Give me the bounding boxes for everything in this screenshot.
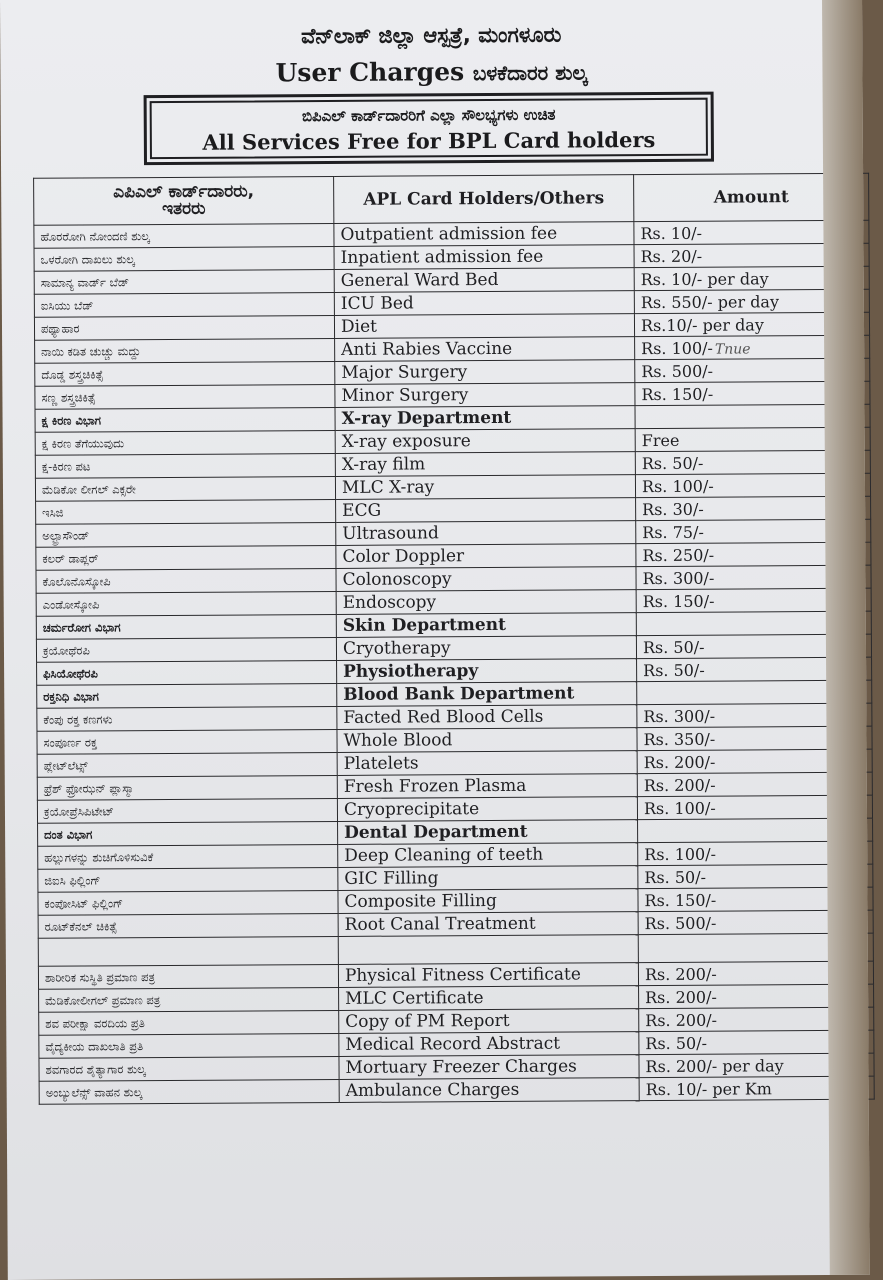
row-kannada: ಅಲ್ಟ್ರಾಸೌಂಡ್: [36, 522, 336, 547]
row-english: Cryotherapy: [336, 636, 636, 661]
row-english: [338, 935, 638, 965]
row-english: Root Canal Treatment: [338, 912, 638, 937]
row-kannada: ಕ್ರಯೋಥೆರಪಿ: [36, 637, 336, 662]
row-english: X-ray Department: [335, 406, 635, 431]
row-english: Colonoscopy: [336, 567, 636, 592]
row-kannada: ಹಲ್ಲುಗಳನ್ನು ಶುಚಿಗೊಳಿಸುವಿಕೆ: [38, 844, 338, 869]
row-kannada: ವೈದ್ಯಕೀಯ ದಾಖಲಾತಿ ಪ್ರತಿ: [39, 1033, 339, 1058]
row-kannada: ಶವ ಪರೀಕ್ಷಾ ವರದಿಯ ಪ್ರತಿ: [39, 1010, 339, 1035]
bpl-banner-english: All Services Free for BPL Card holders: [202, 126, 656, 155]
row-english: Ambulance Charges: [339, 1078, 639, 1103]
title-english: User Charges: [275, 57, 465, 88]
row-amount-value: Rs. 100/-: [641, 476, 714, 496]
row-amount-value: Rs. 250/-: [642, 545, 715, 565]
row-kannada: ಮೆಡಿಕೋಲೀಗಲ್ ಪ್ರಮಾಣ ಪತ್ರ: [39, 987, 339, 1012]
row-amount-value: Rs. 300/-: [643, 706, 716, 726]
row-kannada: ಚರ್ಮರೋಗ ವಿಭಾಗ: [36, 614, 336, 639]
row-kannada: ಕೆಂಪು ರಕ್ತ ಕಣಗಳು: [37, 706, 337, 731]
bpl-banner-kannada: ಬಿಪಿಎಲ್ ಕಾರ್ಡ್‌ದಾರರಿಗೆ ಎಲ್ಲಾ ಸೌಲಭ್ಯಗಳು ಉಚಿತ: [301, 105, 556, 126]
paper-corner-shadow: [822, 0, 870, 1275]
row-amount-value: Rs. 150/-: [642, 591, 715, 611]
row-amount-value: Rs. 200/- per day: [645, 1055, 784, 1076]
row-kannada: ಕೊಲೊನೊಸ್ಕೋಪಿ: [36, 568, 336, 593]
row-english: Facted Red Blood Cells: [337, 705, 637, 730]
row-english: Ultrasound: [336, 521, 636, 546]
row-kannada: ಕಲರ್ ಡಾಪ್ಲರ್: [36, 545, 336, 570]
row-kannada: ಫ್ರೆಶ್ ಫ್ರೋಝನ್ ಪ್ಲಾಸ್ಮಾ: [37, 775, 337, 800]
row-amount-value: Rs. 75/-: [642, 522, 704, 542]
row-kannada: ಶಾರೀರಿಕ ಸುಸ್ಥಿತಿ ಪ್ರಮಾಣ ಪತ್ರ: [38, 964, 338, 989]
row-english: Endoscopy: [336, 590, 636, 615]
row-kannada: ಕಂಪೋಸಿಟ್ ಫಿಲ್ಲಿಂಗ್: [38, 890, 338, 915]
row-amount-value: Rs. 200/-: [643, 775, 716, 795]
row-amount-value: Rs. 100/-: [641, 338, 713, 358]
row-kannada: ಇಸಿಜಿ: [36, 499, 336, 524]
header-amount: Amount: [634, 173, 869, 221]
row-kannada: ದಂತ ವಿಭಾಗ: [38, 821, 338, 846]
row-english: Skin Department: [336, 613, 636, 638]
row-amount-value: Rs. 150/-: [644, 890, 717, 910]
row-kannada: ಪಥ್ಯಾಹಾರ: [34, 315, 334, 340]
row-english: Mortuary Freezer Charges: [339, 1055, 639, 1080]
row-english: Composite Filling: [338, 889, 638, 914]
row-amount-value: Rs. 500/-: [644, 913, 717, 933]
row-english: X-ray exposure: [335, 429, 635, 454]
row-amount-value: Rs. 200/-: [644, 964, 717, 984]
hospital-name-kannada: ವೆನ್‌ಲಾಕ್ ಜಿಲ್ಲಾ ಆಸ್ಪತ್ರೆ, ಮಂಗಳೂರು: [300, 22, 562, 49]
row-amount-value: Rs. 50/-: [644, 867, 707, 887]
row-english: Physiotherapy: [337, 659, 637, 684]
row-amount-value: Rs. 10/-: [640, 223, 703, 243]
header-kannada: [34, 176, 334, 225]
header-kannada-line2: ಇತರರು: [161, 198, 206, 220]
row-kannada: ಅಂಬ್ಯುಲೆನ್ಸ್ ವಾಹನ ಶುಲ್ಕ: [39, 1079, 339, 1104]
row-kannada: ಶವಗಾರದ ಶೈತ್ಯಾಗಾರ ಶುಲ್ಕ: [39, 1056, 339, 1081]
row-kannada: ಐಸಿಯು ಬೆಡ್: [34, 292, 334, 317]
row-english: Fresh Frozen Plasma: [337, 774, 637, 799]
row-amount-value: Rs. 50/-: [641, 453, 704, 473]
row-kannada: ಪ್ಲೇಟ್‌ಲೆಟ್ಸ್: [37, 752, 337, 777]
row-amount-value: Rs. 200/-: [645, 987, 717, 1007]
row-amount-value: Rs. 50/-: [643, 660, 705, 680]
row-english: Diet: [334, 314, 634, 339]
row-kannada: ಮೆಡಿಕೋ ಲೀಗಲ್ ಎಕ್ಸರೇ: [35, 476, 335, 501]
row-english: ECG: [336, 498, 636, 523]
row-english: Dental Department: [338, 820, 638, 845]
row-kannada: ಸಾಮಾನ್ಯ ವಾರ್ಡ್ ಬೆಡ್: [34, 269, 334, 294]
row-english: GIC Filling: [338, 866, 638, 891]
row-amount-value: Rs. 200/-: [645, 1010, 718, 1030]
row-kannada: ಎಂಡೋಸ್ಕೋಪಿ: [36, 591, 336, 616]
row-english: Medical Record Abstract: [339, 1032, 639, 1057]
row-kannada: ಕ್ಷ-ಕಿರಣ ಪಟ: [35, 453, 335, 478]
row-english: Major Surgery: [335, 360, 635, 385]
table-body: [34, 220, 874, 1104]
row-amount-value: Rs. 20/-: [640, 246, 703, 266]
row-kannada: ಸಂಪೂರ್ಣ ರಕ್ತ: [37, 729, 337, 754]
row-english: Physical Fitness Certificate: [338, 963, 638, 988]
bpl-banner: [144, 92, 714, 165]
row-amount-value: Rs. 500/-: [641, 361, 714, 381]
row-english: Whole Blood: [337, 728, 637, 753]
user-charges-table: [33, 173, 875, 1105]
handwritten-note: Tnue: [714, 340, 751, 358]
row-english: Minor Surgery: [335, 383, 635, 408]
row-english: Color Doppler: [336, 544, 636, 569]
row-amount-value: Rs. 100/-: [643, 798, 716, 818]
row-english: Copy of PM Report: [339, 1009, 639, 1034]
row-kannada: ದೊಡ್ಡ ಶಸ್ತ್ರಚಿಕಿತ್ಸೆ: [35, 361, 335, 386]
row-kannada: [38, 936, 338, 966]
row-amount-value: Rs. 10/- per Km: [645, 1078, 772, 1099]
row-kannada: ಸಣ್ಣ ಶಸ್ತ್ರಚಿಕಿತ್ಸೆ: [35, 384, 335, 409]
row-kannada: ಹೊರರೋಗಿ ನೋಂದಣಿ ಶುಲ್ಕ: [34, 223, 334, 248]
row-kannada: ಕ್ಷ ಕಿರಣ ವಿಭಾಗ: [35, 407, 335, 432]
row-amount-value: Rs. 10/- per day: [640, 268, 769, 289]
row-english: Anti Rabies Vaccine: [335, 337, 635, 362]
row-amount-value: Rs. 50/-: [642, 637, 705, 657]
row-english: General Ward Bed: [334, 268, 634, 293]
header-english: APL Card Holders/Others: [334, 175, 634, 224]
row-english: ICU Bed: [334, 291, 634, 316]
table-row: [39, 1076, 874, 1104]
table-header-row: [34, 173, 869, 225]
row-amount-value: Rs. 50/-: [645, 1033, 708, 1053]
row-kannada: ಫಿಸಿಯೋಥೆರಪಿ: [37, 660, 337, 685]
row-english: Platelets: [337, 751, 637, 776]
row-amount-value: Rs. 200/-: [643, 752, 716, 772]
row-kannada: ನಾಯಿ ಕಡಿತ ಚುಚ್ಚು ಮದ್ದು: [35, 338, 335, 363]
row-amount-value: Rs. 150/-: [641, 384, 714, 404]
row-english: Cryoprecipitate: [337, 797, 637, 822]
header-kannada-line1: ಎಪಿಎಲ್ ಕಾರ್ಡ್‌ದಾರರು,: [113, 181, 255, 203]
row-amount-value: Rs.10/- per day: [640, 314, 764, 335]
row-kannada: ಕ್ರಯೋಪ್ರೆಸಿಪಿಟೇಟ್: [37, 798, 337, 823]
row-amount-value: Rs. 100/-: [644, 844, 717, 864]
row-kannada: ಜಿಐಸಿ ಫಿಲ್ಲಿಂಗ್: [38, 867, 338, 892]
row-amount-value: Rs. 550/- per day: [640, 291, 780, 312]
row-english: X-ray film: [335, 452, 635, 477]
bpl-banner-inner: [150, 98, 708, 159]
row-english: MLC Certificate: [339, 986, 639, 1011]
page-title: [0, 55, 862, 89]
row-kannada: ಕ್ಷ ಕಿರಣ ತೆಗೆಯುವುದು: [35, 430, 335, 455]
row-kannada: ಒಳರೋಗಿ ದಾಖಲು ಶುಲ್ಕ: [34, 246, 334, 271]
row-kannada: ರಕ್ತನಿಧಿ ವಿಭಾಗ: [37, 683, 337, 708]
row-amount-value: Free: [641, 430, 680, 450]
title-kannada: ಬಳಕೆದಾರರ ಶುಲ್ಕ: [472, 60, 588, 86]
row-english: Blood Bank Department: [337, 682, 637, 707]
row-kannada: ರೂಟ್‌ಕೆನಲ್ ಚಿಕಿತ್ಸೆ: [38, 913, 338, 938]
row-amount-value: Rs. 350/-: [643, 729, 716, 749]
row-amount-value: Rs. 30/-: [642, 499, 704, 519]
row-english: Inpatient admission fee: [334, 245, 634, 270]
row-english: Outpatient admission fee: [334, 222, 634, 247]
row-english: MLC X-ray: [335, 475, 635, 500]
row-amount-value: Rs. 300/-: [642, 568, 715, 588]
row-english: Deep Cleaning of teeth: [338, 843, 638, 868]
